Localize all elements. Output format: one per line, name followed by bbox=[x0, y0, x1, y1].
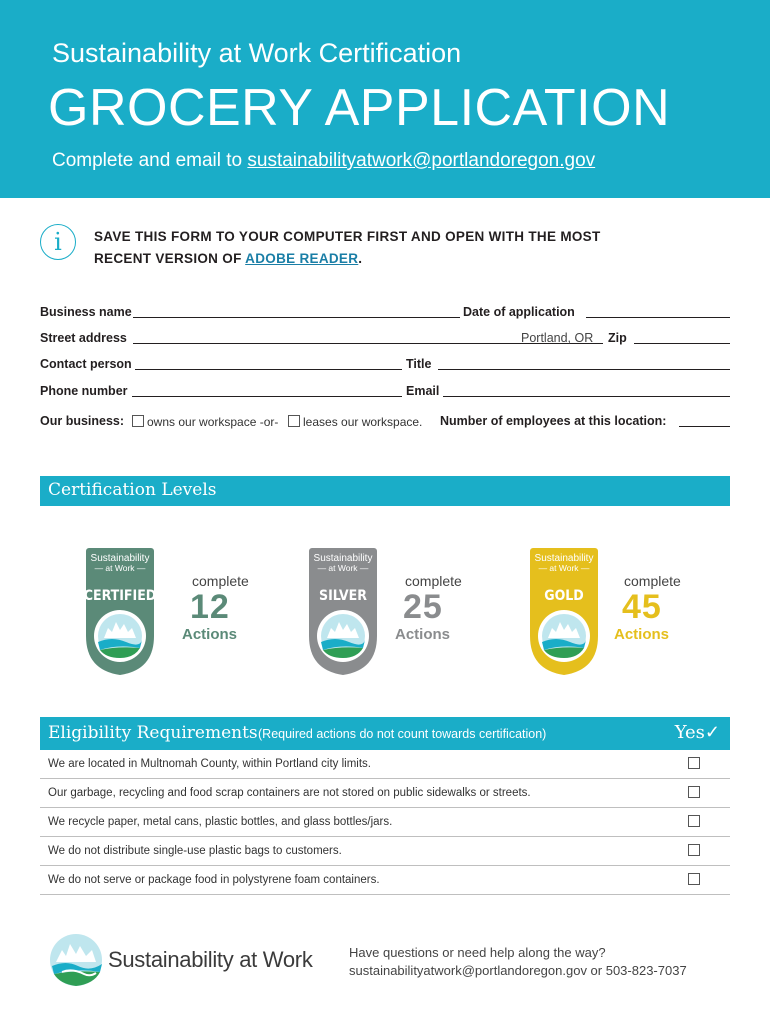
notice-line1: SAVE THIS FORM TO YOUR COMPUTER FIRST AND OPEN WITH THE MOST bbox=[94, 229, 601, 244]
footer-help-line1: Have questions or need help along the way? bbox=[349, 945, 606, 960]
date-of-application-label: Date of application bbox=[463, 305, 575, 319]
eligibility-text: We do not distribute single-use plastic bags to customers. bbox=[48, 845, 342, 857]
badge-gold-icon bbox=[526, 548, 602, 676]
footer-help-line2[interactable]: sustainabilityatwork@portlandoregon.gov or 503-823-7037 bbox=[349, 963, 687, 978]
email-field[interactable] bbox=[443, 383, 730, 397]
header-instruction bbox=[52, 150, 595, 172]
badge-level-text: CERTIFIED bbox=[83, 588, 157, 604]
eligibility-text: We do not serve or package food in polystyrene foam containers. bbox=[48, 874, 380, 886]
notice-line2-prefix: RECENT VERSION OF bbox=[94, 251, 246, 266]
street-address-label: Street address bbox=[40, 331, 127, 345]
badge-sub-text: — at Work — bbox=[94, 563, 146, 573]
employees-field[interactable] bbox=[679, 413, 730, 427]
contact-person-label: Contact person bbox=[40, 357, 132, 371]
save-notice bbox=[94, 226, 601, 270]
badge-actions-count: 45 bbox=[622, 588, 662, 626]
leases-workspace-label: leases our workspace. bbox=[303, 415, 423, 429]
badge-top-text: Sustainability bbox=[313, 553, 373, 564]
business-name-label: Business name bbox=[40, 305, 132, 319]
eligibility-text: We are located in Multnomah County, within Portland city limits. bbox=[48, 758, 371, 770]
footer-help bbox=[349, 944, 687, 980]
badge-level-text: SILVER bbox=[319, 588, 367, 604]
adobe-reader-link[interactable]: ADOBE READER bbox=[245, 251, 359, 266]
cert-levels-bar bbox=[40, 476, 730, 506]
badge-top-text: Sustainability bbox=[534, 553, 594, 564]
owns-workspace-checkbox[interactable] bbox=[132, 415, 144, 427]
eligibility-heading: Eligibility Requirements bbox=[48, 723, 258, 743]
eligibility-yes-checkbox[interactable] bbox=[688, 815, 700, 827]
eligibility-yes-checkbox[interactable] bbox=[688, 844, 700, 856]
badge-complete-label: complete bbox=[405, 573, 462, 589]
sustainability-logo-icon bbox=[48, 932, 104, 988]
notice-line2 bbox=[94, 248, 601, 270]
contact-person-field[interactable] bbox=[135, 356, 402, 370]
badge-complete-label: complete bbox=[624, 573, 681, 589]
eligibility-text: Our garbage, recycling and food scrap containers are not stored on public sidewalks or streets. bbox=[48, 787, 531, 799]
business-name-field[interactable] bbox=[133, 304, 460, 318]
info-icon bbox=[40, 224, 76, 260]
eligibility-yes-checkbox[interactable] bbox=[688, 757, 700, 769]
city-text: Portland, OR bbox=[521, 331, 594, 345]
phone-number-label: Phone number bbox=[40, 384, 128, 398]
info-glyph: i bbox=[54, 228, 62, 256]
eligibility-text: We recycle paper, metal cans, plastic bottles, and glass bottles/jars. bbox=[48, 816, 393, 828]
instruction-prefix: Complete and email to bbox=[52, 150, 248, 171]
eligibility-yes-checkbox[interactable] bbox=[688, 873, 700, 885]
yes-column-header: Yes✓ bbox=[674, 722, 720, 743]
badge-top-text: Sustainability bbox=[90, 553, 150, 564]
eligibility-note: (Required actions do not count towards certification) bbox=[258, 727, 547, 741]
eligibility-yes-checkbox[interactable] bbox=[688, 786, 700, 798]
eligibility-row bbox=[40, 837, 730, 866]
footer-logo-text: Sustainability at Work bbox=[108, 947, 313, 972]
badge-actions-label: Actions bbox=[614, 626, 670, 643]
eligibility-row bbox=[40, 779, 730, 808]
date-of-application-field[interactable] bbox=[586, 304, 730, 318]
badge-certified-icon bbox=[82, 548, 158, 676]
badge-sub-text: — at Work — bbox=[538, 563, 590, 573]
badge-actions-label: Actions bbox=[182, 626, 238, 643]
title-label: Title bbox=[406, 357, 432, 371]
zip-field[interactable] bbox=[634, 330, 730, 344]
badge-actions-count: 25 bbox=[403, 588, 443, 626]
email-label: Email bbox=[406, 384, 440, 398]
our-business-label: Our business: bbox=[40, 414, 125, 428]
badge-actions-count: 12 bbox=[190, 588, 230, 626]
badge-actions-label: Actions bbox=[395, 626, 451, 643]
title-field[interactable] bbox=[438, 356, 730, 370]
badge-sub-text: — at Work — bbox=[317, 563, 369, 573]
eligibility-row bbox=[40, 866, 730, 895]
phone-number-field[interactable] bbox=[132, 383, 402, 397]
owns-workspace-label: owns our workspace -or- bbox=[147, 415, 279, 429]
notice-line2-suffix: . bbox=[358, 251, 363, 266]
badge-complete-label: complete bbox=[192, 573, 249, 589]
instruction-email-link[interactable]: sustainabilityatwork@portlandoregon.gov bbox=[247, 150, 596, 171]
eligibility-row bbox=[40, 808, 730, 837]
eligibility-row bbox=[40, 750, 730, 779]
badge-level-text: GOLD bbox=[544, 588, 584, 604]
zip-label: Zip bbox=[608, 331, 627, 345]
eligibility-header bbox=[40, 717, 730, 750]
employees-label: Number of employees at this location: bbox=[440, 414, 667, 428]
header-subtitle: Sustainability at Work Certification bbox=[52, 38, 462, 68]
badge-silver-icon bbox=[305, 548, 381, 676]
leases-workspace-checkbox[interactable] bbox=[288, 415, 300, 427]
cert-levels-heading: Certification Levels bbox=[48, 480, 217, 500]
page-title: GROCERY APPLICATION bbox=[48, 79, 671, 137]
header-banner bbox=[0, 0, 770, 198]
